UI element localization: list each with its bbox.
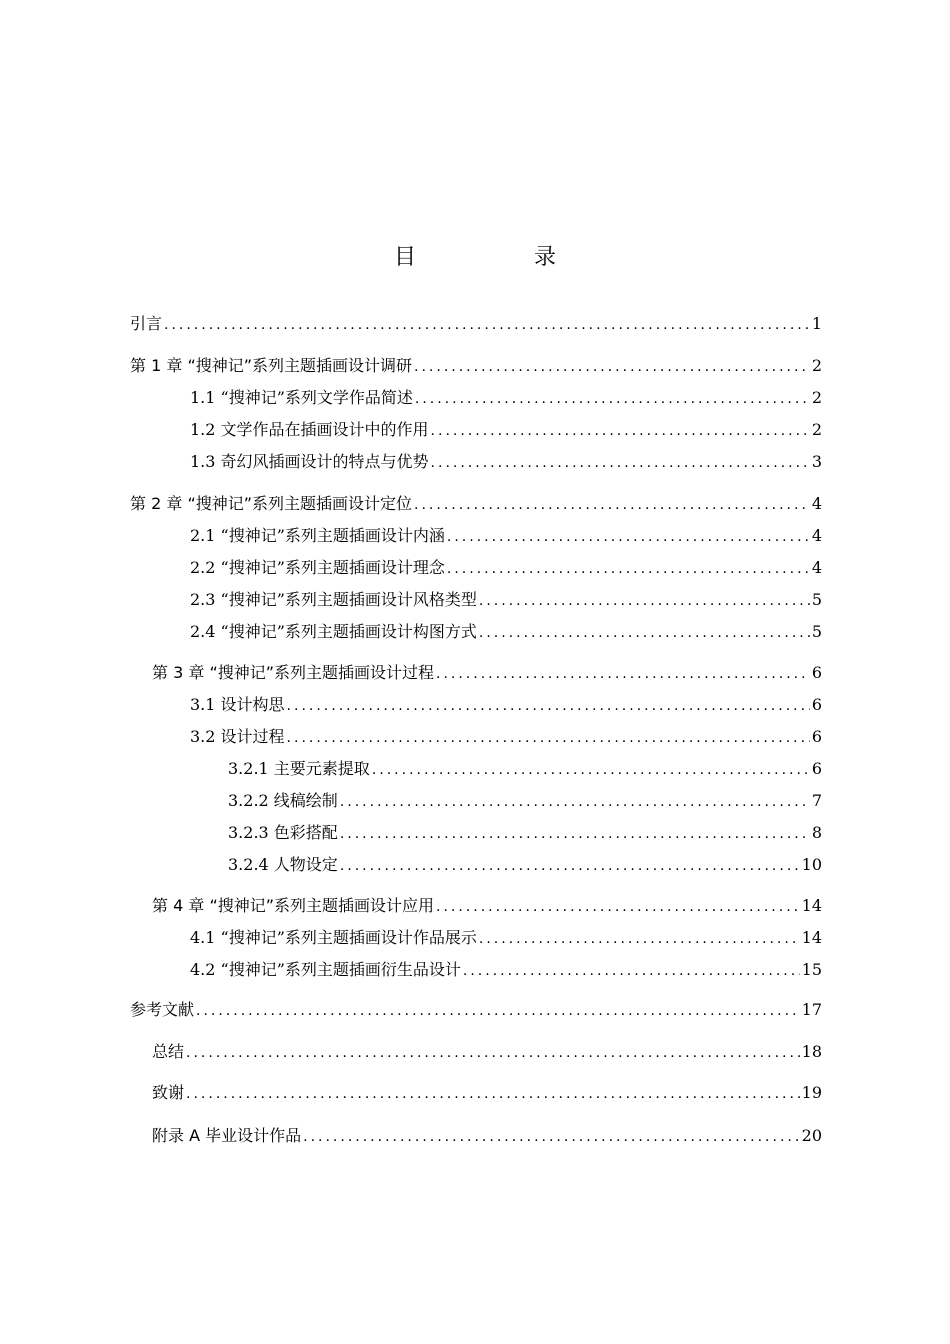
toc-leader [196,999,800,1023]
toc-entry-text: 1.1 “搜神记”系列文学作品简述 [190,388,413,407]
toc-leader [340,822,810,846]
toc-entry-text: 第 4 章 “搜神记”系列主题插画设计应用 [152,896,435,915]
toc-page-number: 3 [811,452,822,471]
toc-entry-1-2[interactable] [190,418,822,442]
toc-leader [479,621,810,645]
toc-entry-text: 2.1 “搜神记”系列主题插画设计内涵 [190,526,445,545]
toc-page-number: 17 [801,1000,822,1019]
toc-entry-2-1[interactable] [190,524,822,548]
toc-leader [431,451,810,475]
toc-entry-text: 2.2 “搜神记”系列主题插画设计理念 [190,558,445,577]
toc-entry-text: 2.4 “搜神记”系列主题插画设计构图方式 [190,622,477,641]
toc-leader [340,790,810,814]
toc-page-number: 2 [811,356,822,375]
toc-page-number: 4 [811,494,822,513]
toc-leader [447,525,810,549]
toc-entry-text: 参考文献 [130,1000,195,1019]
toc-entry-chapter-3[interactable] [152,661,822,685]
toc-leader [479,927,800,951]
toc-leader [287,726,810,750]
toc-entry-4-2[interactable] [190,958,822,982]
toc-entry-2-3[interactable] [190,588,822,612]
toc-entry-acknowledgements[interactable] [152,1081,822,1105]
toc-leader [303,1125,800,1149]
toc-leader [164,313,810,337]
toc-entry-text: 4.1 “搜神记”系列主题插画设计作品展示 [190,928,477,947]
toc-entry-3-2-2[interactable] [228,789,822,813]
toc-leader [340,854,800,878]
toc-entry-text: 3.2 设计过程 [190,727,285,746]
toc-entry-chapter-4[interactable] [152,894,822,918]
toc-page-number: 14 [801,928,822,947]
toc-entry-chapter-1[interactable] [130,354,822,378]
toc-entry-references[interactable] [130,998,822,1022]
toc-entry-text: 第 3 章 “搜神记”系列主题插画设计过程 [152,663,435,682]
toc-page-number: 6 [811,727,822,746]
toc-leader [186,1041,800,1065]
toc-page-number: 15 [801,960,822,979]
toc-leader [436,895,800,919]
toc-entry-3-2-1[interactable] [228,757,822,781]
toc-entry-text: 3.2.1 主要元素提取 [228,759,370,778]
toc-leader [414,493,810,517]
toc-page-number: 2 [811,388,822,407]
toc-entry-chapter-2[interactable] [130,492,822,516]
toc-entry-text: 3.1 设计构思 [190,695,285,714]
toc-page-number: 14 [801,896,822,915]
toc-entry-appendix-a[interactable] [152,1124,822,1148]
toc-entry-3-2[interactable] [190,725,822,749]
toc-entry-text: 总结 [152,1042,185,1061]
toc-entry-text: 第 2 章 “搜神记”系列主题插画设计定位 [130,494,413,513]
toc-page-number: 5 [811,622,822,641]
page-title: 目 录 [393,245,604,270]
toc-leader [415,387,810,411]
toc-entry-text: 3.2.4 人物设定 [228,855,338,874]
toc-entry-2-2[interactable] [190,556,822,580]
toc-entry-text: 3.2.3 色彩搭配 [228,823,338,842]
toc-entry-text: 致谢 [152,1083,185,1102]
toc-page-number: 19 [801,1083,822,1102]
toc-entry-3-1[interactable] [190,693,822,717]
toc-page-number: 6 [811,759,822,778]
toc-leader [186,1082,800,1106]
toc-page-number: 7 [811,791,822,810]
toc-page-number: 5 [811,590,822,609]
toc-entry-4-1[interactable] [190,926,822,950]
toc-leader [287,694,810,718]
toc-entry-text: 1.2 文学作品在插画设计中的作用 [190,420,429,439]
toc-leader [372,758,810,782]
toc-page-number: 4 [811,558,822,577]
toc-page-number: 6 [811,663,822,682]
toc-entry-text: 第 1 章 “搜神记”系列主题插画设计调研 [130,356,413,375]
toc-entry-1-1[interactable] [190,386,822,410]
toc-leader [479,589,810,613]
toc-entry-3-2-4[interactable] [228,853,822,877]
toc-page-number: 6 [811,695,822,714]
toc-entry-text: 附录 A 毕业设计作品 [152,1126,302,1145]
toc-entry-text: 3.2.2 线稿绘制 [228,791,338,810]
toc-entry-2-4[interactable] [190,620,822,644]
toc-leader [447,557,810,581]
toc-page-number: 1 [811,314,822,333]
toc-entry-text: 4.2 “搜神记”系列主题插画衍生品设计 [190,960,461,979]
toc-entry-summary[interactable] [152,1040,822,1064]
toc-entry-text: 1.3 奇幻风插画设计的特点与优势 [190,452,429,471]
toc-page-number: 20 [801,1126,822,1145]
toc-entry-text: 2.3 “搜神记”系列主题插画设计风格类型 [190,590,477,609]
toc-entry-3-2-3[interactable] [228,821,822,845]
toc-page-number: 18 [801,1042,822,1061]
toc-leader [431,419,810,443]
toc-leader [463,959,800,983]
toc-entry-intro[interactable] [130,312,822,336]
toc-page-number: 10 [801,855,822,874]
toc-entry-1-3[interactable] [190,450,822,474]
toc-entry-text: 引言 [130,314,163,333]
toc-leader [414,355,810,379]
toc-page-number: 4 [811,526,822,545]
toc-page-number: 8 [811,823,822,842]
toc-leader [436,662,810,686]
toc-page-number: 2 [811,420,822,439]
